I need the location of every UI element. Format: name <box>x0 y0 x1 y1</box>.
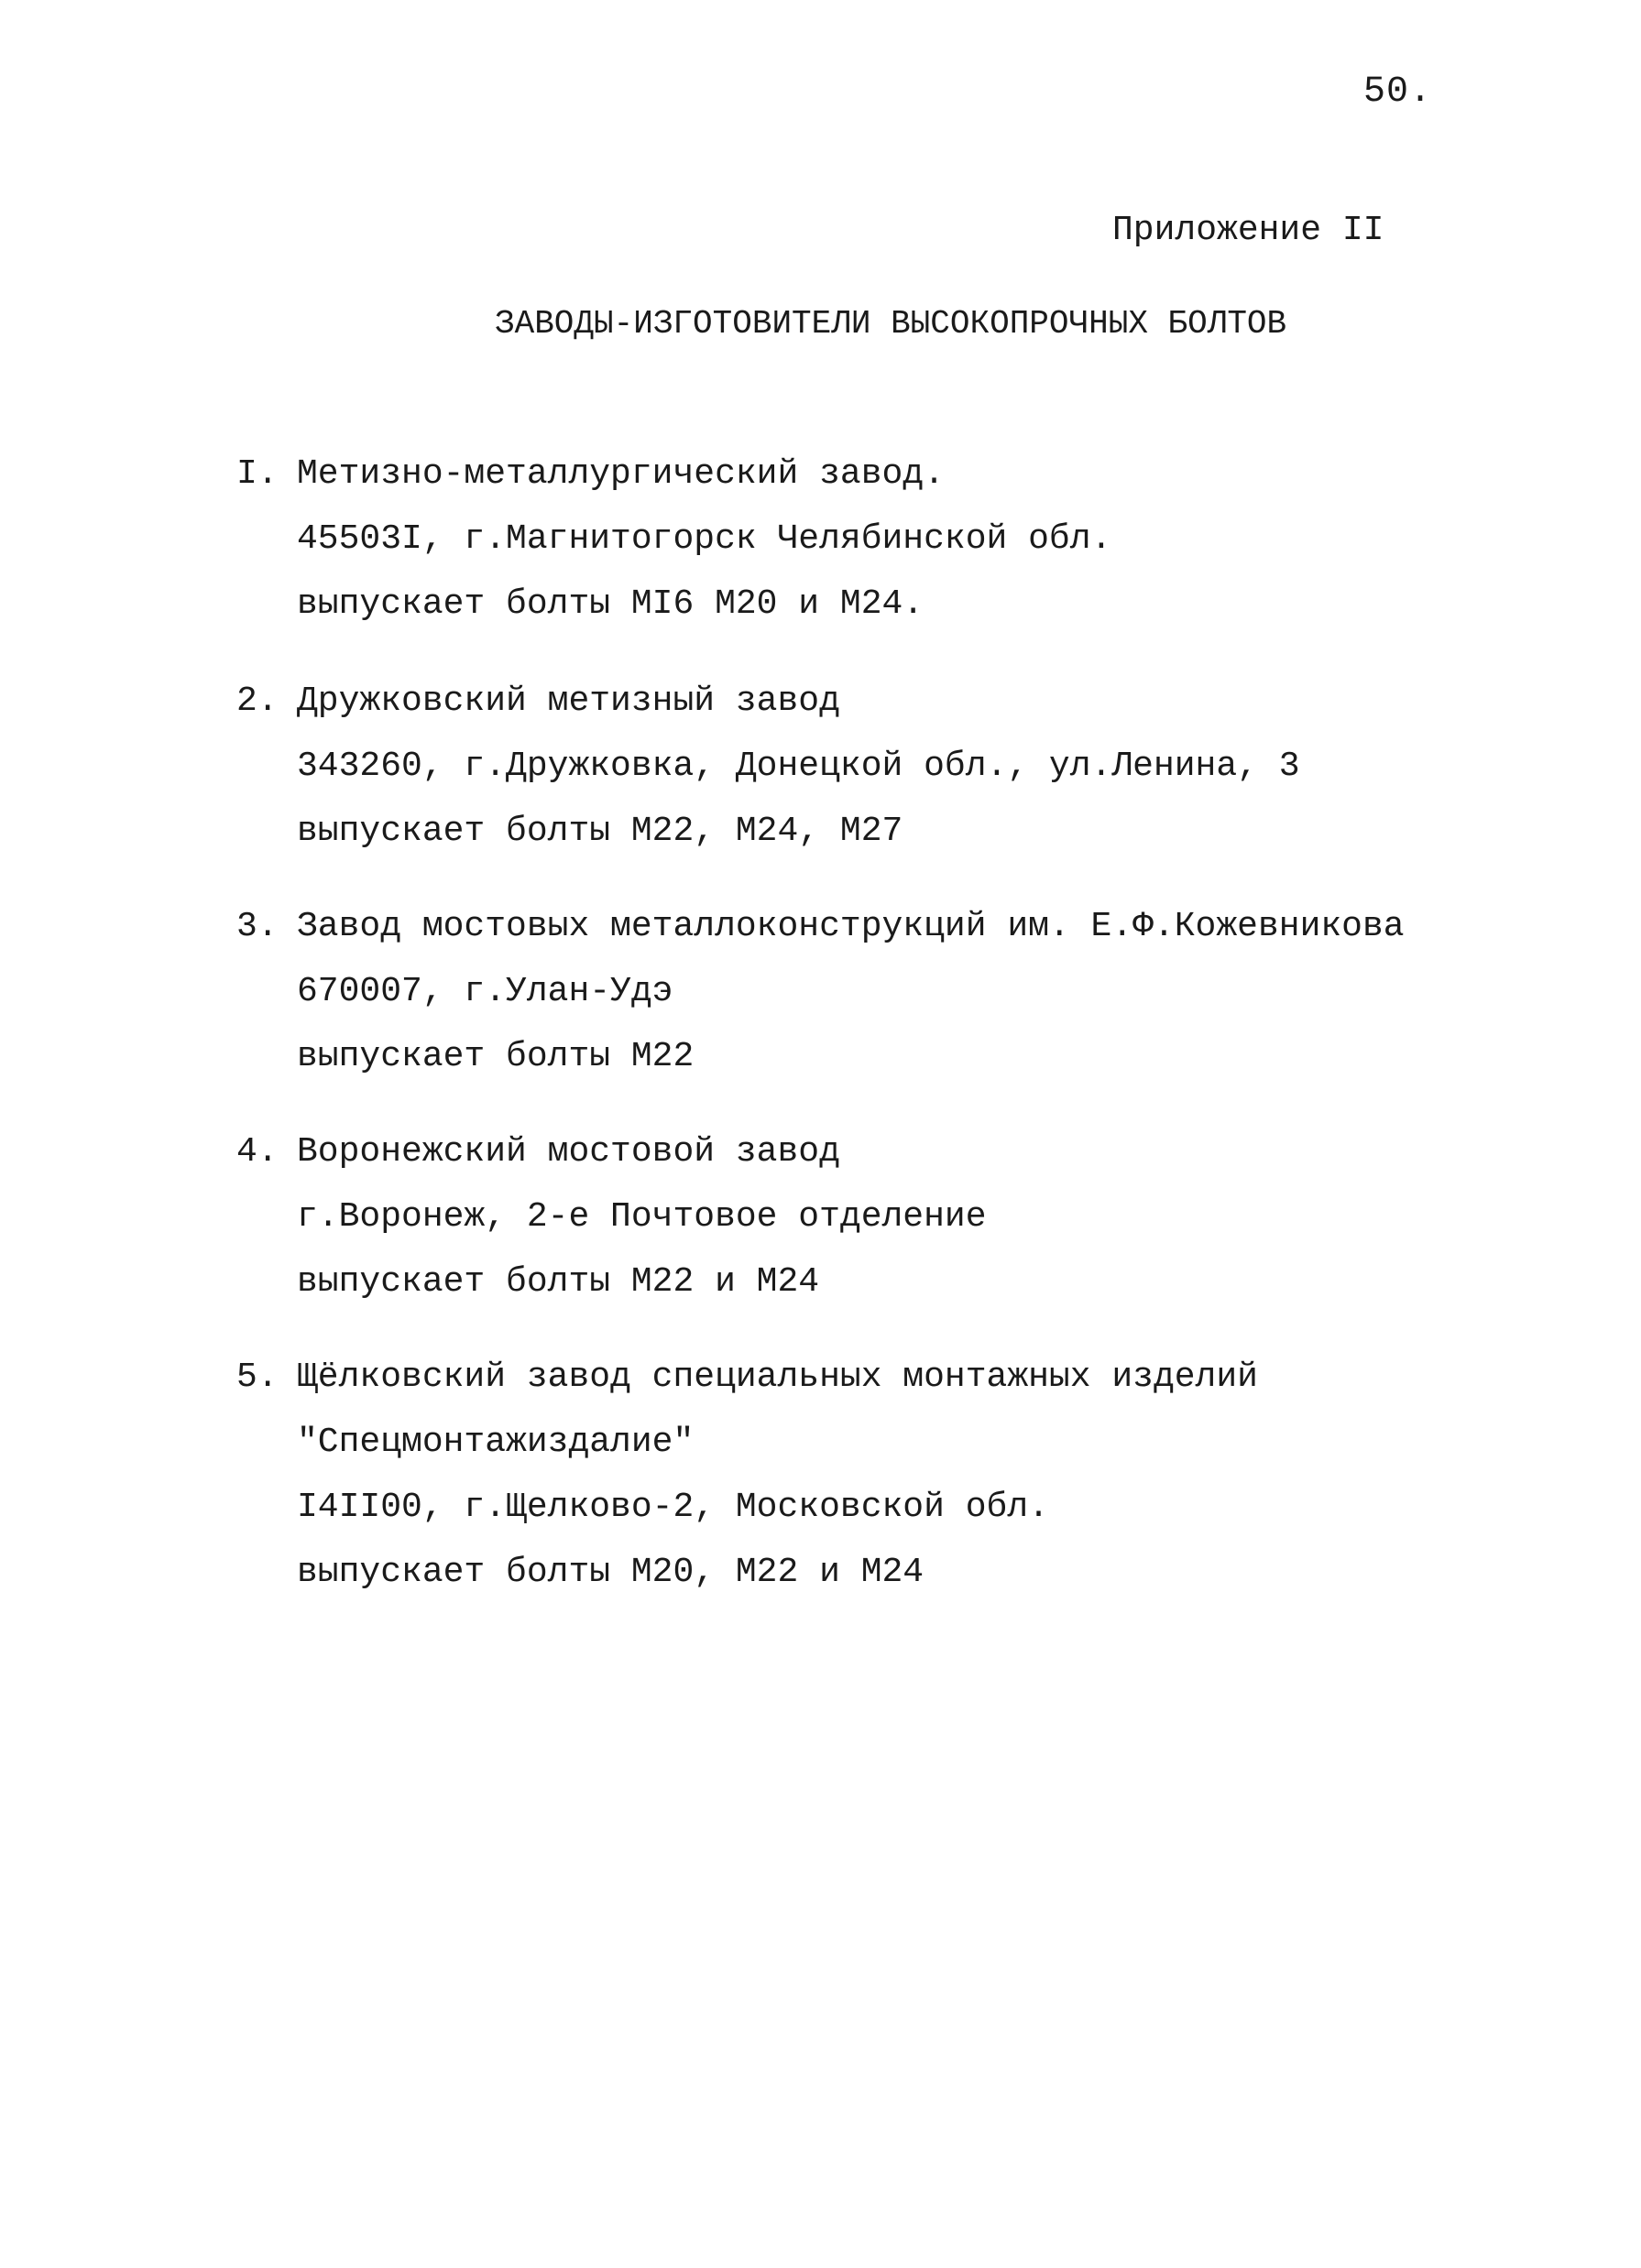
manufacturer-products: выпускает болты М20, М22 и М24 <box>297 1553 924 1592</box>
manufacturer-name: Дружковский метизный завод <box>297 681 840 721</box>
manufacturer-entry <box>236 669 1428 864</box>
manufacturer-address: 670007, г.Улан-Удэ <box>297 972 673 1011</box>
manufacturer-address: 45503I, г.Магнитогорск Челябинской обл. <box>297 519 1112 559</box>
manufacturer-address: I4II00, г.Щелково-2, Московской обл. <box>297 1488 1049 1527</box>
manufacturer-products: выпускает болты М22 <box>297 1037 695 1076</box>
manufacturer-address: 343260, г.Дружковка, Донецкой обл., ул.Ленина, 3 <box>297 747 1300 786</box>
manufacturer-products: выпускает болты МI6 М20 и М24. <box>297 584 924 624</box>
entry-number: 3. <box>236 907 279 946</box>
entry-number: I. <box>236 454 279 494</box>
manufacturer-name: Метизно-металлургический завод. <box>297 454 945 494</box>
manufacturer-products: выпускает болты М22 и М24 <box>297 1262 820 1302</box>
manufacturer-products: выпускает болты М22, М24, М27 <box>297 812 903 851</box>
manufacturer-name: Завод мостовых металлоконструкций им. Е.Ф.Кожевникова <box>297 907 1405 946</box>
manufacturer-entry <box>236 442 1428 637</box>
appendix-label: Приложение II <box>1112 211 1384 250</box>
manufacturer-entry <box>236 894 1428 1089</box>
entry-number: 2. <box>236 681 279 721</box>
entry-number: 4. <box>236 1132 279 1172</box>
document-title: ЗАВОДЫ-ИЗГОТОВИТЕЛИ ВЫСОКОПРОЧНЫХ БОЛТОВ <box>495 305 1287 343</box>
manufacturer-entry <box>236 1345 1428 1605</box>
manufacturer-name: Воронежский мостовой завод <box>297 1132 840 1172</box>
page-number: 50. <box>1363 71 1433 113</box>
manufacturer-entry <box>236 1119 1428 1314</box>
manufacturer-name: Щёлковский завод специальных монтажных изделий <box>297 1358 1258 1397</box>
manufacturer-address: г.Воронеж, 2-е Почтовое отделение <box>297 1197 987 1237</box>
manufacturer-name-quoted: "Спецмонтажиздалие" <box>297 1423 695 1462</box>
entry-number: 5. <box>236 1358 279 1397</box>
